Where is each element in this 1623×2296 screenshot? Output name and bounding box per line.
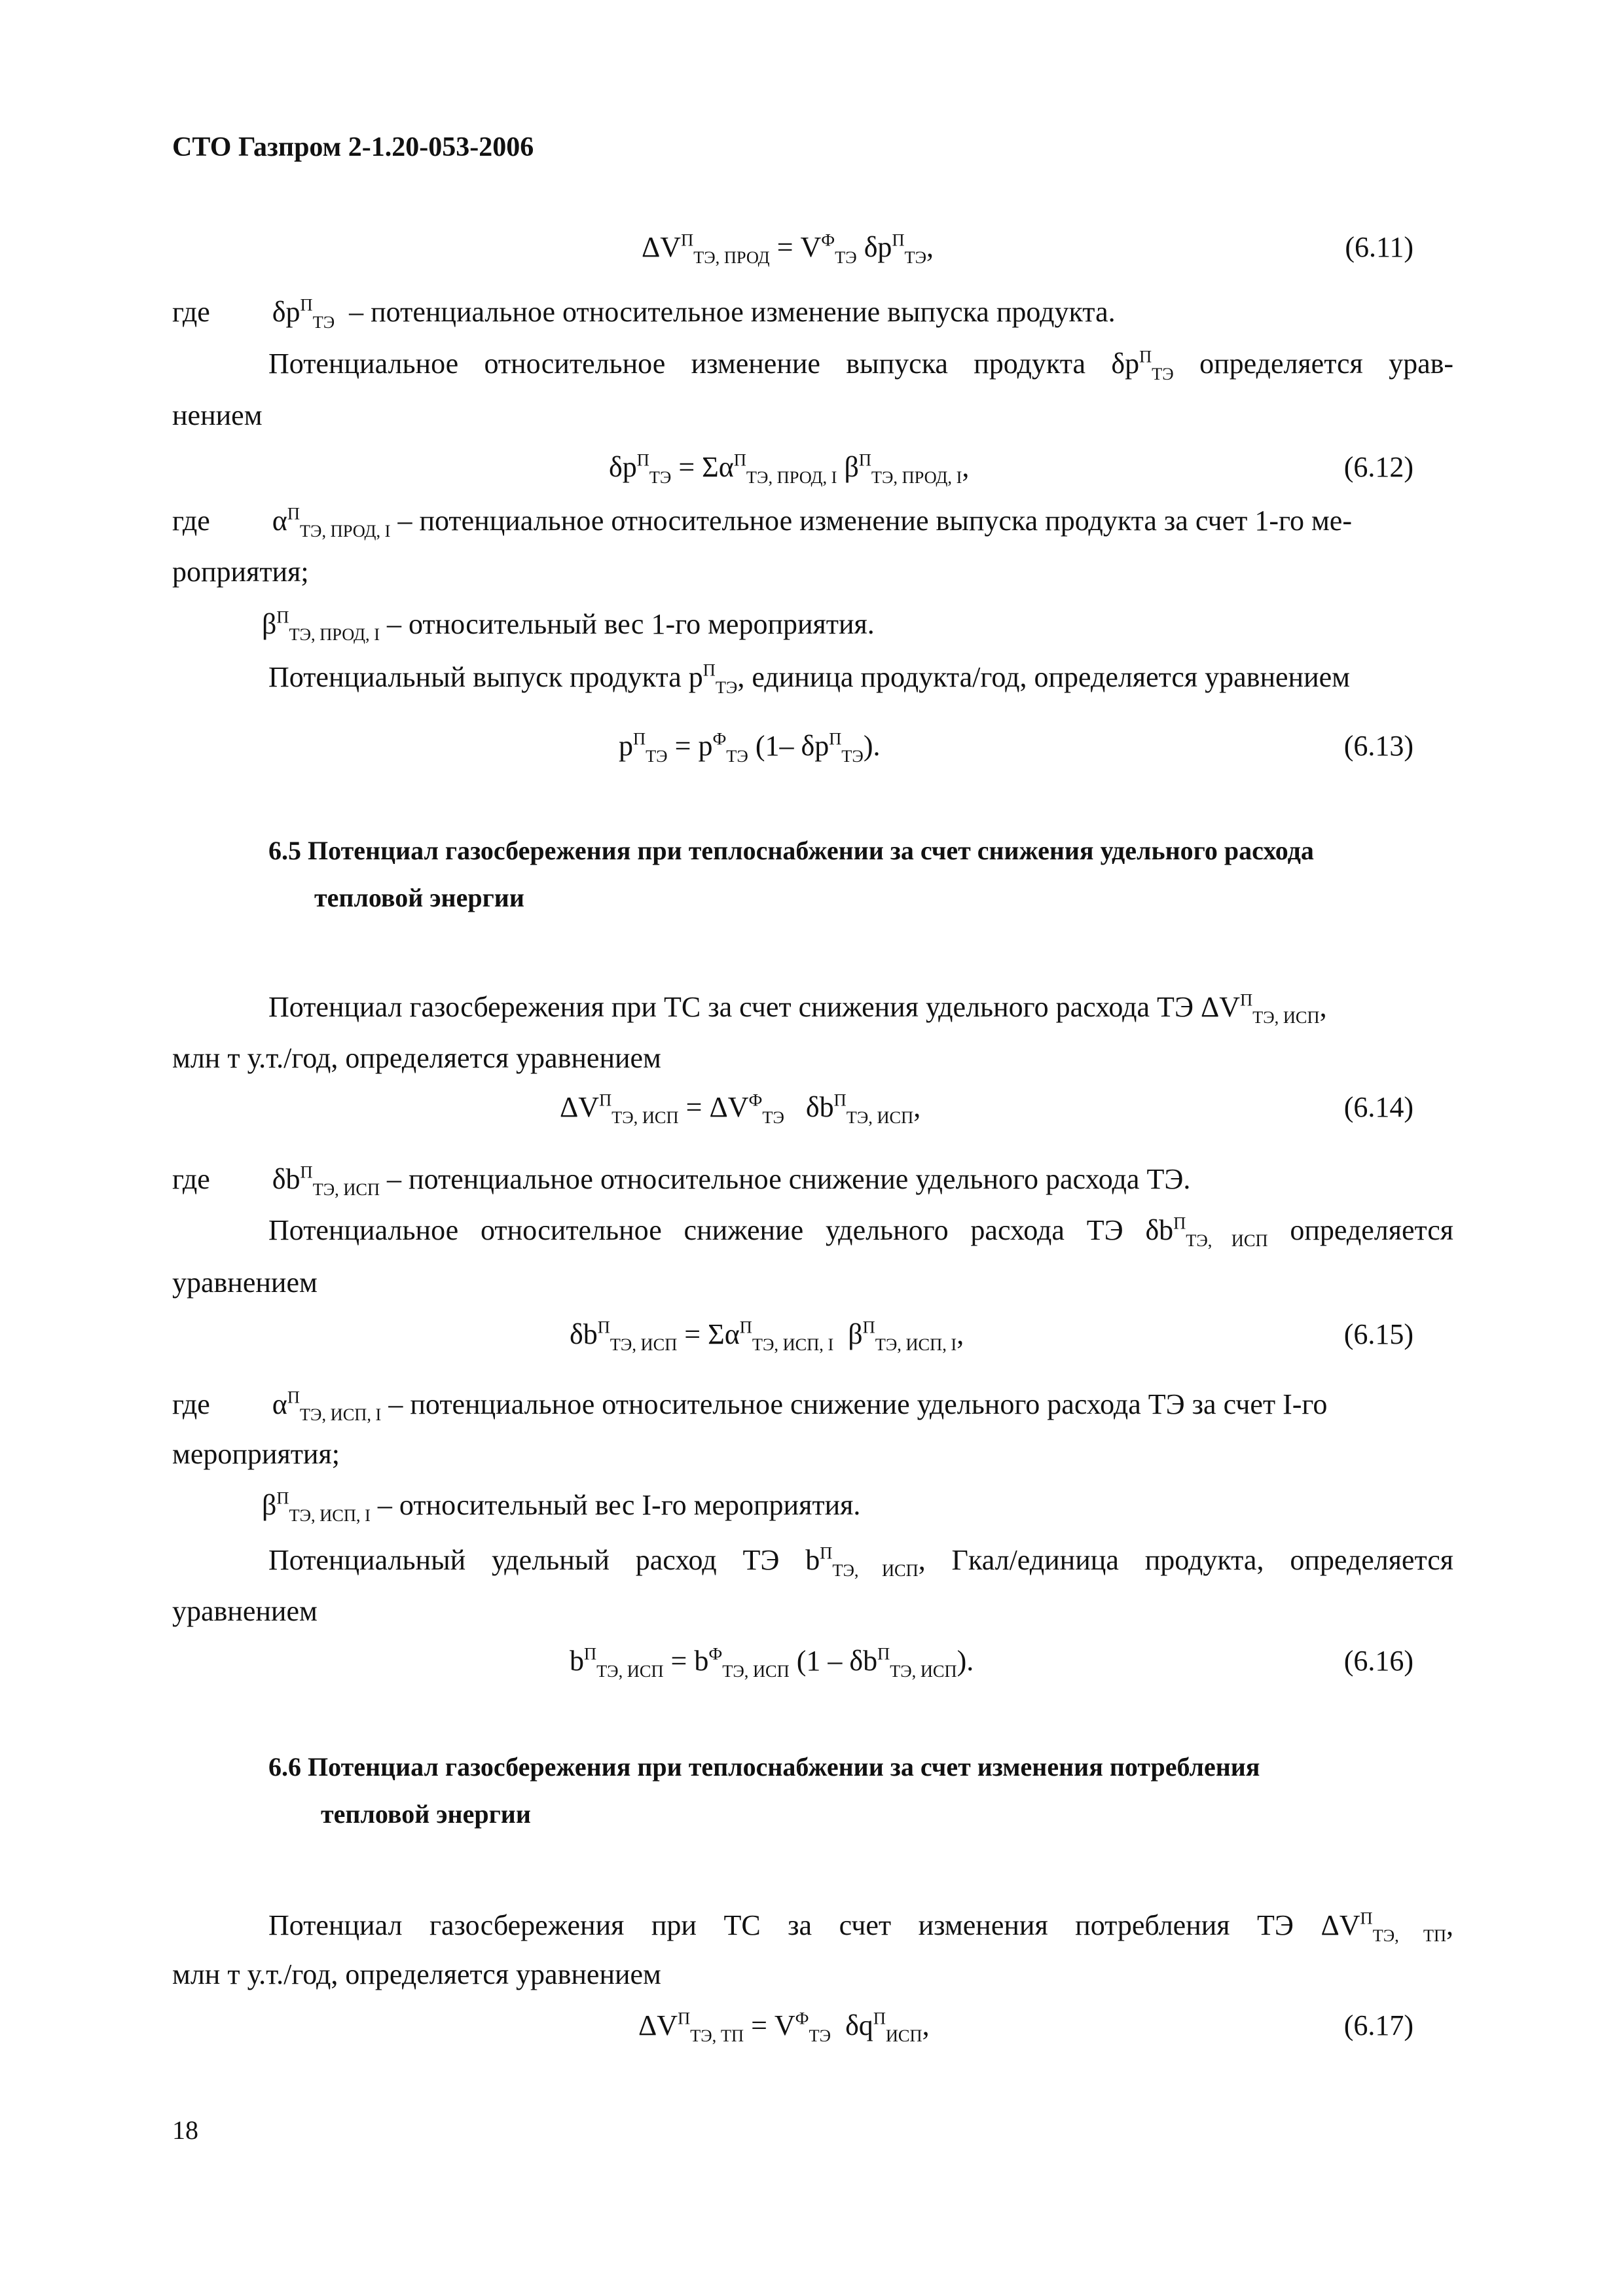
equation-6-17: $\Delta V^П_{ТЭ, ТП} = V^Ф_{ТЭ}$ $\delta q^П_{ИСП}$, <box>638 2008 930 2046</box>
where-definition-6-11: где $\delta p^П_{ТЭ}$ – потенциальное относительное изменение выпуска продукта. <box>172 295 1116 332</box>
paragraph-6-line-2: млн т у.т./год, определяется уравнением <box>172 1958 661 1990</box>
where-definition-6-15-cont: мероприятия; <box>172 1438 340 1470</box>
paragraph-4-line-2: уравнением <box>172 1266 318 1299</box>
equation-number-6-13: (6.13) <box>1343 730 1413 762</box>
equation-6-12: $\delta p^П_{ТЭ} = \Sigma\alpha^П_{ТЭ, ПРОД, I}$ $\beta^П_{ТЭ, ПРОД, I}$, <box>609 450 970 488</box>
where-definition-6-15-beta: $\beta^П_{ТЭ, ИСП, I}$ – относительный вес I-го мероприятия. <box>262 1488 861 1526</box>
paragraph-5-line-1: Потенциальный удельный расход ТЭ $b^П_{ТЭ, ИСП}$, Гкал/единица продукта, определяется <box>268 1543 1453 1581</box>
page-number: 18 <box>172 2115 198 2145</box>
where-definition-6-15: где $\alpha^П_{ТЭ, ИСП, I}$ – потенциальное относительное снижение удельного расхода ТЭ за счет I-го <box>172 1387 1328 1425</box>
where-definition-6-12-cont: роприятия; <box>172 556 309 588</box>
paragraph-4-line-1: Потенциальное относительное снижение удельного расхода ТЭ $\delta b^П_{ТЭ, ИСП}$ определяется <box>268 1213 1454 1251</box>
section-heading-6-5: 6.5 Потенциал газосбережения при теплоснабжении за счет снижения удельного расхода <box>268 836 1314 865</box>
where-definition-6-12-beta: $\beta^П_{ТЭ, ПРОД, I}$ – относительный вес 1-го мероприятия. <box>262 607 875 645</box>
where-definition-6-12: где $\alpha^П_{ТЭ, ПРОД, I}$ – потенциальное относительное изменение выпуска продукта за счет 1-го ме- <box>172 503 1352 541</box>
paragraph-3-line-1: Потенциал газосбережения при ТС за счет снижения удельного расхода ТЭ $\Delta V^П_{ТЭ, ИСП}$, <box>268 990 1327 1028</box>
paragraph-1-line-1: Потенциальное относительное изменение выпуска продукта $\delta p^П_{ТЭ}$ определяется урав- <box>268 346 1454 384</box>
equation-6-11: $\Delta V^П_{ТЭ, ПРОД} = V^Ф_{ТЭ}$ $\delta p^П_{ТЭ}$, <box>642 230 934 268</box>
paragraph-2: Потенциальный выпуск продукта $p^П_{ТЭ}$, единица продукта/год, определяется уравнением <box>268 660 1350 698</box>
equation-number-6-14: (6.14) <box>1343 1091 1413 1123</box>
equation-number-6-17: (6.17) <box>1343 2009 1413 2041</box>
section-heading-6-6: 6.6 Потенциал газосбережения при теплоснабжении за счет изменения потребления <box>268 1752 1260 1782</box>
where-definition-6-14: где $\delta b^П_{ТЭ, ИСП}$ – потенциальное относительное снижение удельного расхода ТЭ. <box>172 1162 1191 1200</box>
paragraph-5-line-2: уравнением <box>172 1595 318 1627</box>
equation-6-13: $p^П_{ТЭ} = p^Ф_{ТЭ}$ (1– $\delta p^П_{ТЭ}$). <box>619 728 881 766</box>
equation-6-15: $\delta b^П_{ТЭ, ИСП} = \Sigma\alpha^П_{ТЭ, ИСП, I}$ $\beta^П_{ТЭ, ИСП, I}$, <box>570 1317 964 1355</box>
equation-number-6-16: (6.16) <box>1343 1645 1413 1677</box>
equation-6-16: $b^П_{ТЭ, ИСП} = b^Ф_{ТЭ, ИСП}$ $(1 - \delta b^П_{ТЭ, ИСП})$. <box>570 1643 974 1681</box>
paragraph-6-line-1: Потенциал газосбережения при ТС за счет изменения потребления ТЭ $\Delta V^П_{ТЭ, ТП}$, <box>268 1908 1454 1946</box>
section-heading-6-6-cont: тепловой энергии <box>321 1799 531 1829</box>
equation-6-14: $\Delta V^П_{ТЭ, ИСП} = \Delta V^Ф_{ТЭ}$ $\delta b^П_{ТЭ, ИСП}$, <box>560 1090 921 1128</box>
section-heading-6-5-cont: тепловой энергии <box>314 883 524 912</box>
paragraph-1-line-2: нением <box>172 399 263 431</box>
equation-number-6-15: (6.15) <box>1343 1318 1413 1350</box>
document-header: СТО Газпром 2-1.20-053-2006 <box>172 132 534 162</box>
paragraph-3-line-2: млн т у.т./год, определяется уравнением <box>172 1042 661 1074</box>
equation-number-6-11: (6.11) <box>1345 231 1413 263</box>
equation-number-6-12: (6.12) <box>1343 451 1413 483</box>
